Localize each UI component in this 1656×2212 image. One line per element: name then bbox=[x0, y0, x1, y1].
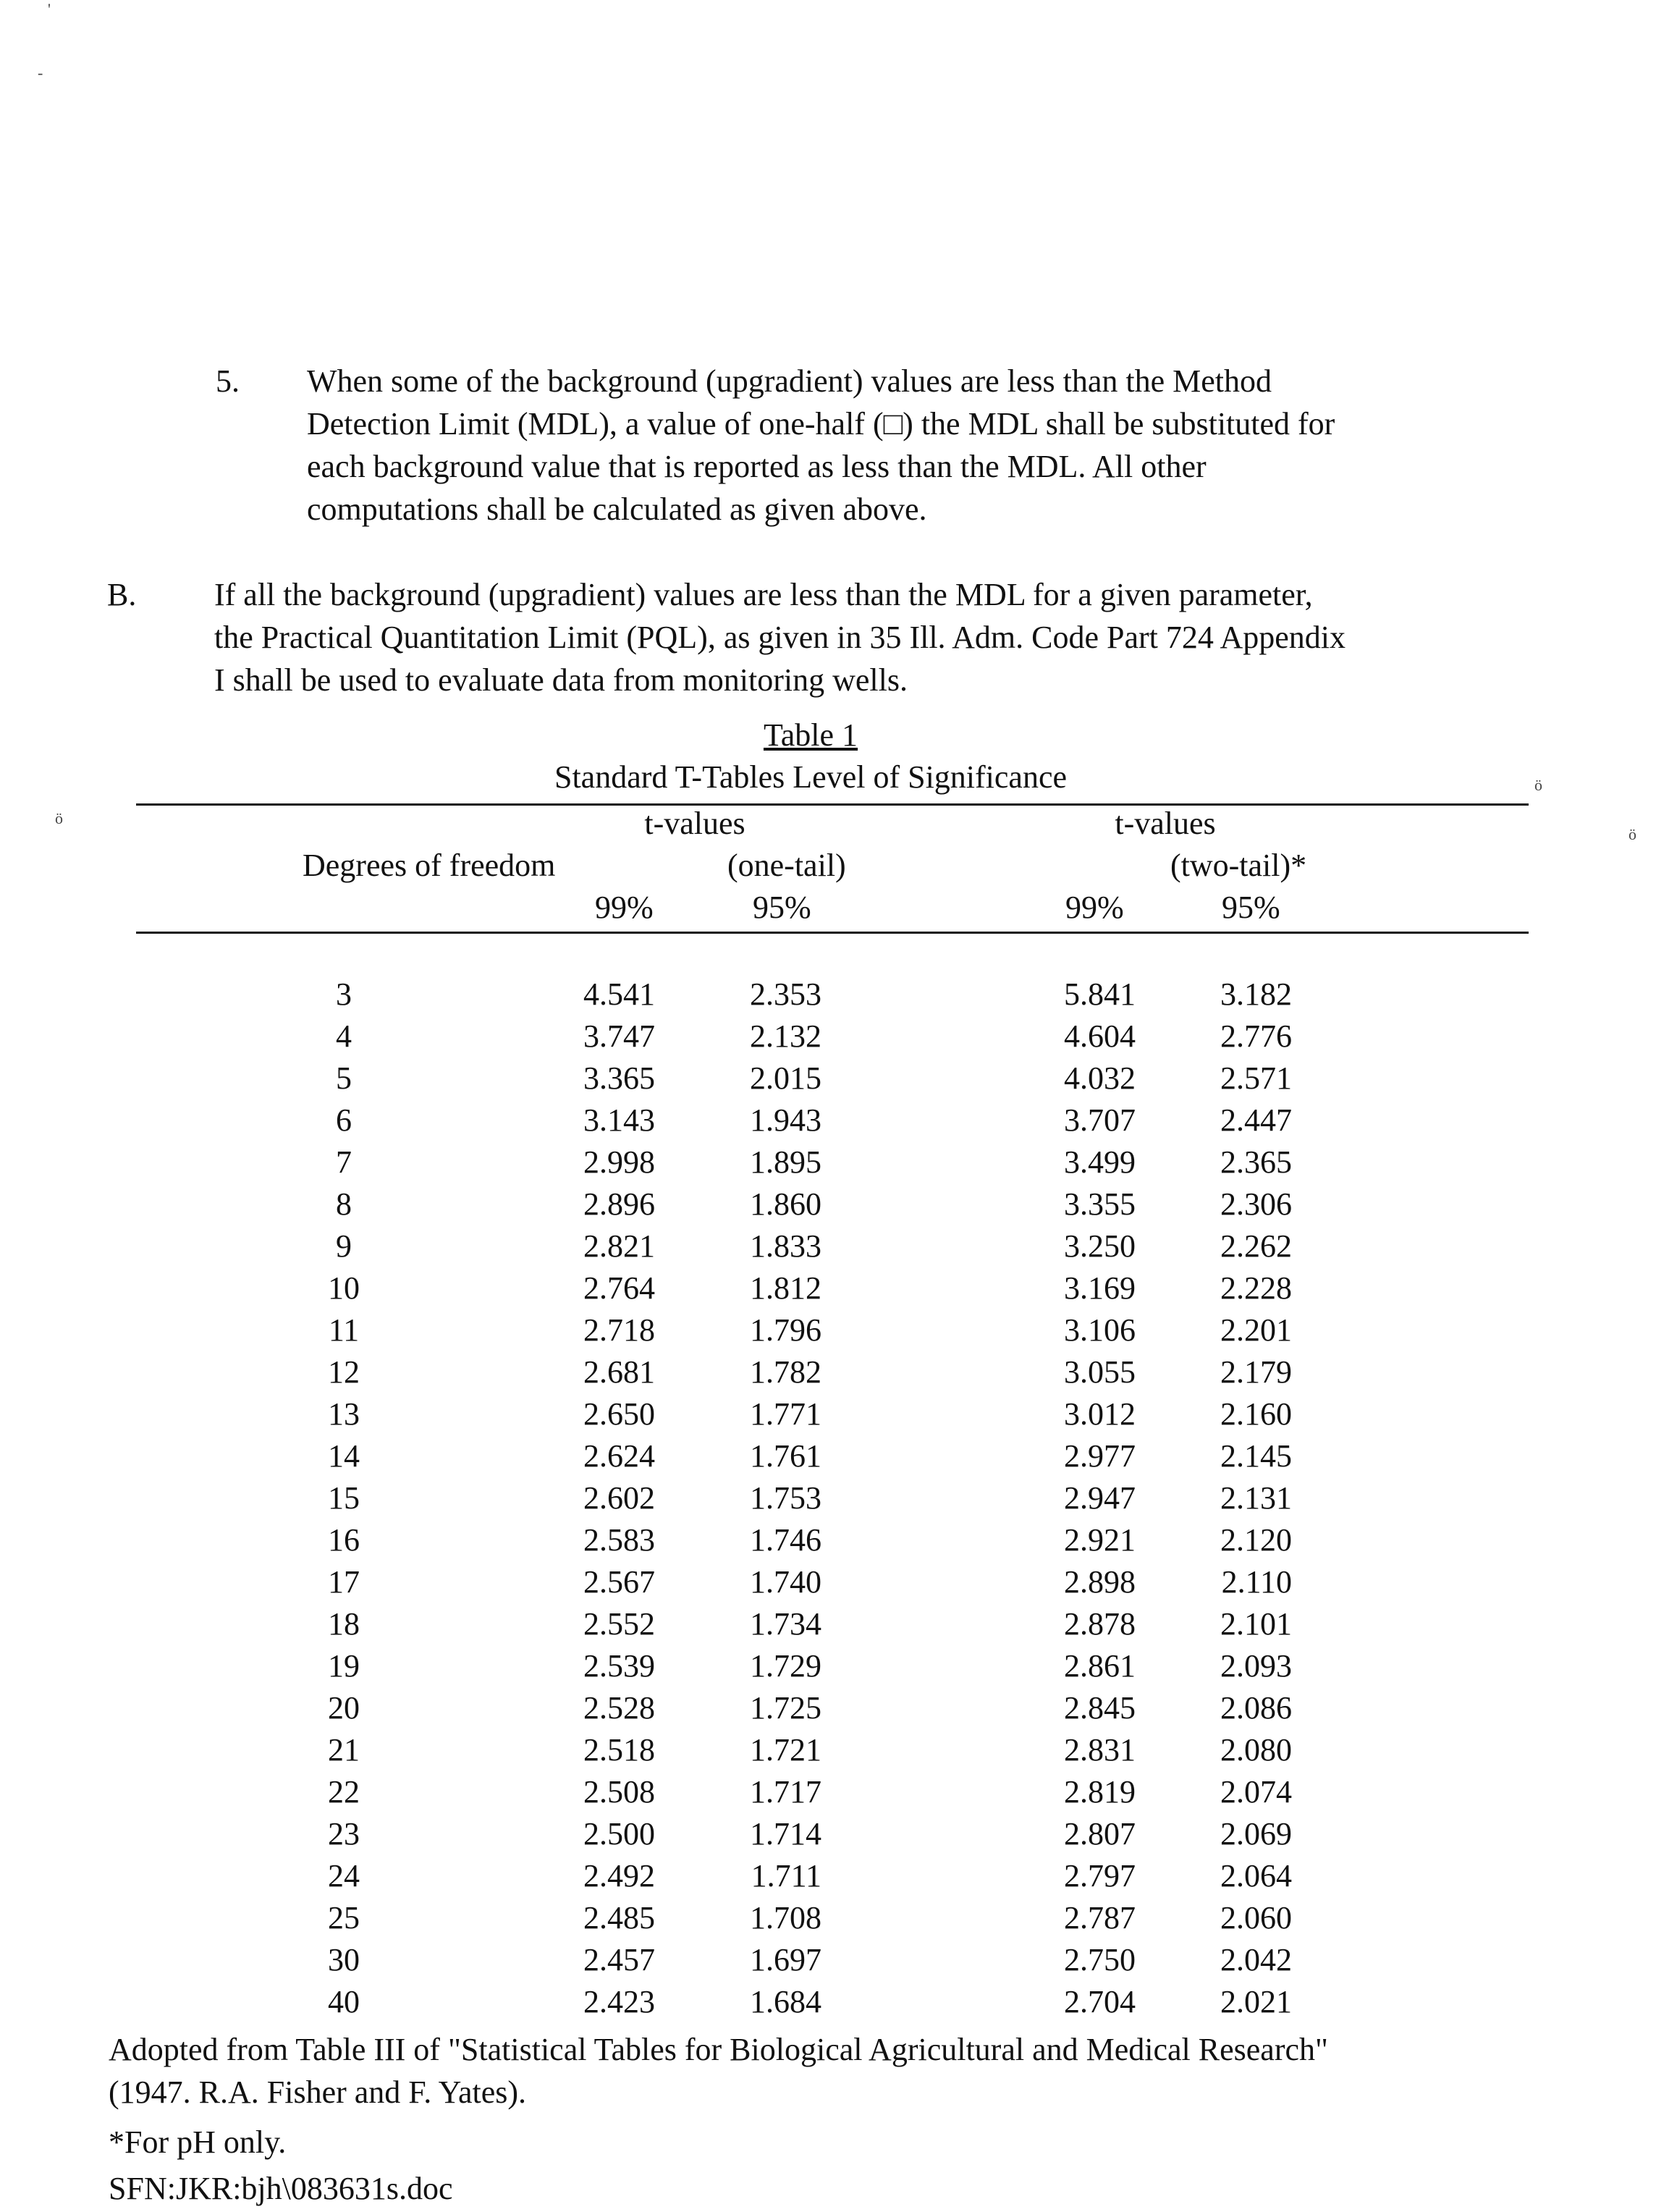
table-row bbox=[0, 1267, 1656, 1309]
one-tail-99-cell: 2.485 bbox=[583, 1900, 655, 1936]
one-tail-99-cell: 2.583 bbox=[583, 1522, 655, 1558]
table-row bbox=[0, 1813, 1656, 1855]
scan-speck: ' bbox=[48, 0, 51, 18]
one-tail-99-cell: 2.492 bbox=[583, 1858, 655, 1894]
two-tail-99-cell: 2.704 bbox=[1064, 1984, 1136, 2019]
degrees-of-freedom-cell: 7 bbox=[336, 1144, 352, 1180]
item-5-line: When some of the background (upgradient) values are less than the Method bbox=[307, 363, 1272, 399]
table-row bbox=[0, 1058, 1656, 1099]
table-row bbox=[0, 1729, 1656, 1771]
degrees-of-freedom-cell: 20 bbox=[328, 1690, 360, 1726]
two-tail-99-cell: 2.898 bbox=[1064, 1564, 1136, 1600]
one-tail-99-cell: 2.998 bbox=[583, 1144, 655, 1180]
one-tail-95-cell: 1.860 bbox=[750, 1186, 821, 1222]
two-tail-95-cell: 2.060 bbox=[1220, 1900, 1292, 1936]
one-tail-95-cell: 1.725 bbox=[750, 1690, 821, 1726]
two-tail-99-cell: 2.845 bbox=[1064, 1690, 1136, 1726]
table-row bbox=[0, 1351, 1656, 1393]
two-tail-99-cell: 4.604 bbox=[1064, 1018, 1136, 1054]
one-tail-95-cell: 1.717 bbox=[750, 1774, 821, 1810]
one-tail-99-cell: 2.500 bbox=[583, 1816, 655, 1852]
one-tail-99-cell: 2.718 bbox=[583, 1312, 655, 1348]
table-row bbox=[0, 1855, 1656, 1897]
one-tail-99-cell: 2.457 bbox=[583, 1942, 655, 1977]
scan-speck: ö bbox=[1534, 776, 1542, 794]
degrees-of-freedom-cell: 23 bbox=[328, 1816, 360, 1852]
degrees-of-freedom-cell: 16 bbox=[328, 1522, 360, 1558]
item-b-text bbox=[214, 573, 1346, 701]
degrees-of-freedom-cell: 40 bbox=[328, 1984, 360, 2019]
one-tail-95-cell: 1.734 bbox=[750, 1606, 821, 1642]
degrees-of-freedom-cell: 19 bbox=[328, 1648, 360, 1684]
two-tail-99-cell: 2.819 bbox=[1064, 1774, 1136, 1810]
one-tail-99-cell: 2.681 bbox=[583, 1354, 655, 1390]
one-tail-99-cell: 2.552 bbox=[583, 1606, 655, 1642]
table-row bbox=[0, 974, 1656, 1016]
table-row bbox=[0, 1519, 1656, 1561]
two-tail-99-cell: 5.841 bbox=[1064, 976, 1136, 1012]
one-tail-99-cell: 2.602 bbox=[583, 1480, 655, 1516]
one-tail-99-cell: 2.650 bbox=[583, 1396, 655, 1432]
degrees-of-freedom-cell: 14 bbox=[328, 1438, 360, 1474]
one-tail-99-cell: 3.143 bbox=[583, 1102, 655, 1138]
table-row bbox=[0, 1183, 1656, 1225]
one-tail-95-cell: 2.353 bbox=[750, 976, 821, 1012]
table-row bbox=[0, 1939, 1656, 1981]
header-degrees-of-freedom: Degrees of freedom bbox=[303, 848, 556, 883]
header-two-tail: (two-tail)* bbox=[1170, 848, 1307, 883]
header-95-one-tail: 95% bbox=[753, 890, 811, 925]
degrees-of-freedom-cell: 10 bbox=[328, 1270, 360, 1306]
one-tail-99-cell: 2.508 bbox=[583, 1774, 655, 1810]
table-row bbox=[0, 1393, 1656, 1435]
table-top-rule bbox=[136, 803, 1529, 806]
two-tail-99-cell: 3.250 bbox=[1064, 1228, 1136, 1264]
two-tail-95-cell: 2.110 bbox=[1221, 1564, 1292, 1600]
item-5-line: Detection Limit (MDL), a value of one-half (□) the MDL shall be substituted for bbox=[307, 406, 1335, 442]
file-reference: SFN:JKR:bjh\083631s.doc bbox=[109, 2171, 453, 2206]
one-tail-95-cell: 1.812 bbox=[750, 1270, 821, 1306]
table-row bbox=[0, 1225, 1656, 1267]
scan-speck: ö bbox=[55, 809, 63, 827]
degrees-of-freedom-cell: 25 bbox=[328, 1900, 360, 1936]
item-b-line: the Practical Quantitation Limit (PQL), as given in 35 Ill. Adm. Code Part 724 Appendix bbox=[214, 620, 1346, 655]
item-5-text bbox=[307, 360, 1335, 531]
one-tail-95-cell: 1.753 bbox=[750, 1480, 821, 1516]
two-tail-99-cell: 3.707 bbox=[1064, 1102, 1136, 1138]
two-tail-95-cell: 2.042 bbox=[1220, 1942, 1292, 1977]
two-tail-95-cell: 2.086 bbox=[1220, 1690, 1292, 1726]
one-tail-99-cell: 4.541 bbox=[583, 976, 655, 1012]
one-tail-95-cell: 1.714 bbox=[750, 1816, 821, 1852]
two-tail-95-cell: 2.262 bbox=[1220, 1228, 1292, 1264]
table-row bbox=[0, 1897, 1656, 1939]
two-tail-95-cell: 2.069 bbox=[1220, 1816, 1292, 1852]
one-tail-95-cell: 2.132 bbox=[750, 1018, 821, 1054]
one-tail-99-cell: 2.624 bbox=[583, 1438, 655, 1474]
item-5-line: each background value that is reported as less than the MDL. All other bbox=[307, 449, 1207, 484]
two-tail-95-cell: 2.093 bbox=[1220, 1648, 1292, 1684]
header-99-two-tail: 99% bbox=[1065, 890, 1124, 925]
two-tail-95-cell: 2.179 bbox=[1220, 1354, 1292, 1390]
header-95-two-tail: 95% bbox=[1222, 890, 1280, 925]
one-tail-99-cell: 2.764 bbox=[583, 1270, 655, 1306]
two-tail-99-cell: 2.787 bbox=[1064, 1900, 1136, 1936]
two-tail-95-cell: 2.064 bbox=[1220, 1858, 1292, 1894]
scan-speck: ö bbox=[1628, 825, 1636, 843]
degrees-of-freedom-cell: 6 bbox=[336, 1102, 352, 1138]
two-tail-99-cell: 3.055 bbox=[1064, 1354, 1136, 1390]
two-tail-95-cell: 2.306 bbox=[1220, 1186, 1292, 1222]
degrees-of-freedom-cell: 30 bbox=[328, 1942, 360, 1977]
degrees-of-freedom-cell: 11 bbox=[328, 1312, 360, 1348]
two-tail-95-cell: 2.228 bbox=[1220, 1270, 1292, 1306]
two-tail-95-cell: 2.160 bbox=[1220, 1396, 1292, 1432]
one-tail-99-cell: 2.821 bbox=[583, 1228, 655, 1264]
item-b-line: I shall be used to evaluate data from monitoring wells. bbox=[214, 662, 908, 698]
degrees-of-freedom-cell: 18 bbox=[328, 1606, 360, 1642]
two-tail-99-cell: 2.878 bbox=[1064, 1606, 1136, 1642]
one-tail-99-cell: 2.896 bbox=[583, 1186, 655, 1222]
one-tail-95-cell: 1.711 bbox=[751, 1858, 821, 1894]
two-tail-95-cell: 2.447 bbox=[1220, 1102, 1292, 1138]
degrees-of-freedom-cell: 9 bbox=[336, 1228, 352, 1264]
source-line-2: (1947. R.A. Fisher and F. Yates). bbox=[109, 2074, 527, 2110]
item-5-line: computations shall be calculated as given above. bbox=[307, 491, 927, 527]
two-tail-95-cell: 2.021 bbox=[1220, 1984, 1292, 2019]
two-tail-99-cell: 2.831 bbox=[1064, 1732, 1136, 1768]
one-tail-95-cell: 1.771 bbox=[750, 1396, 821, 1432]
two-tail-95-cell: 2.120 bbox=[1220, 1522, 1292, 1558]
table-header-rule bbox=[136, 932, 1529, 934]
two-tail-95-cell: 2.776 bbox=[1220, 1018, 1292, 1054]
one-tail-95-cell: 1.943 bbox=[750, 1102, 821, 1138]
one-tail-95-cell: 1.782 bbox=[750, 1354, 821, 1390]
two-tail-99-cell: 3.499 bbox=[1064, 1144, 1136, 1180]
two-tail-95-cell: 3.182 bbox=[1220, 976, 1292, 1012]
one-tail-99-cell: 2.528 bbox=[583, 1690, 655, 1726]
degrees-of-freedom-cell: 3 bbox=[336, 976, 352, 1012]
one-tail-95-cell: 1.740 bbox=[750, 1564, 821, 1600]
one-tail-95-cell: 1.833 bbox=[750, 1228, 821, 1264]
item-5-marker: 5. bbox=[216, 363, 240, 399]
two-tail-99-cell: 2.947 bbox=[1064, 1480, 1136, 1516]
one-tail-95-cell: 1.729 bbox=[750, 1648, 821, 1684]
two-tail-95-cell: 2.080 bbox=[1220, 1732, 1292, 1768]
two-tail-99-cell: 2.750 bbox=[1064, 1942, 1136, 1977]
two-tail-99-cell: 2.921 bbox=[1064, 1522, 1136, 1558]
degrees-of-freedom-cell: 22 bbox=[328, 1774, 360, 1810]
degrees-of-freedom-cell: 24 bbox=[328, 1858, 360, 1894]
one-tail-99-cell: 2.539 bbox=[583, 1648, 655, 1684]
two-tail-95-cell: 2.571 bbox=[1220, 1060, 1292, 1096]
two-tail-99-cell: 2.797 bbox=[1064, 1858, 1136, 1894]
table-row bbox=[0, 1435, 1656, 1477]
two-tail-99-cell: 2.807 bbox=[1064, 1816, 1136, 1852]
two-tail-99-cell: 4.032 bbox=[1064, 1060, 1136, 1096]
one-tail-99-cell: 3.747 bbox=[583, 1018, 655, 1054]
scan-speck: - bbox=[38, 64, 43, 82]
degrees-of-freedom-cell: 8 bbox=[336, 1186, 352, 1222]
two-tail-95-cell: 2.365 bbox=[1220, 1144, 1292, 1180]
one-tail-99-cell: 2.518 bbox=[583, 1732, 655, 1768]
header-tvalues-one-tail: t-values bbox=[644, 806, 745, 841]
table-row bbox=[0, 1309, 1656, 1351]
two-tail-99-cell: 3.012 bbox=[1064, 1396, 1136, 1432]
table-row bbox=[0, 1561, 1656, 1603]
table-row bbox=[0, 1981, 1656, 2023]
table-row bbox=[0, 1141, 1656, 1183]
degrees-of-freedom-cell: 13 bbox=[328, 1396, 360, 1432]
one-tail-95-cell: 1.684 bbox=[750, 1984, 821, 2019]
one-tail-99-cell: 2.423 bbox=[583, 1984, 655, 2019]
two-tail-99-cell: 2.861 bbox=[1064, 1648, 1136, 1684]
one-tail-95-cell: 1.708 bbox=[750, 1900, 821, 1936]
two-tail-95-cell: 2.145 bbox=[1220, 1438, 1292, 1474]
source-line-1: Adopted from Table III of "Statistical Tables for Biological Agricultural and Medical Research" bbox=[109, 2032, 1328, 2067]
table-row bbox=[0, 1687, 1656, 1729]
two-tail-95-cell: 2.074 bbox=[1220, 1774, 1292, 1810]
table-row bbox=[0, 1016, 1656, 1058]
one-tail-95-cell: 1.796 bbox=[750, 1312, 821, 1348]
degrees-of-freedom-cell: 17 bbox=[328, 1564, 360, 1600]
degrees-of-freedom-cell: 12 bbox=[328, 1354, 360, 1390]
one-tail-99-cell: 2.567 bbox=[583, 1564, 655, 1600]
item-b-marker: B. bbox=[107, 577, 137, 612]
table-row bbox=[0, 1603, 1656, 1645]
two-tail-99-cell: 3.355 bbox=[1064, 1186, 1136, 1222]
one-tail-95-cell: 1.697 bbox=[750, 1942, 821, 1977]
table-title: Standard T-Tables Level of Significance bbox=[554, 759, 1068, 795]
table-row bbox=[0, 1771, 1656, 1813]
table-row bbox=[0, 1477, 1656, 1519]
header-99-one-tail: 99% bbox=[595, 890, 654, 925]
two-tail-99-cell: 3.169 bbox=[1064, 1270, 1136, 1306]
header-tvalues-two-tail: t-values bbox=[1115, 806, 1216, 841]
degrees-of-freedom-cell: 4 bbox=[336, 1018, 352, 1054]
degrees-of-freedom-cell: 5 bbox=[336, 1060, 352, 1096]
header-one-tail: (one-tail) bbox=[727, 848, 846, 883]
one-tail-95-cell: 2.015 bbox=[750, 1060, 821, 1096]
degrees-of-freedom-cell: 21 bbox=[328, 1732, 360, 1768]
degrees-of-freedom-cell: 15 bbox=[328, 1480, 360, 1516]
two-tail-95-cell: 2.201 bbox=[1220, 1312, 1292, 1348]
one-tail-95-cell: 1.746 bbox=[750, 1522, 821, 1558]
two-tail-95-cell: 2.101 bbox=[1220, 1606, 1292, 1642]
two-tail-99-cell: 3.106 bbox=[1064, 1312, 1136, 1348]
two-tail-95-cell: 2.131 bbox=[1220, 1480, 1292, 1516]
one-tail-99-cell: 3.365 bbox=[583, 1060, 655, 1096]
table-row bbox=[0, 1645, 1656, 1687]
table-row bbox=[0, 1099, 1656, 1141]
two-tail-99-cell: 2.977 bbox=[1064, 1438, 1136, 1474]
one-tail-95-cell: 1.895 bbox=[750, 1144, 821, 1180]
table-caption: Table 1 bbox=[763, 717, 858, 753]
item-b-line: If all the background (upgradient) values are less than the MDL for a given parameter, bbox=[214, 577, 1313, 612]
ph-note: *For pH only. bbox=[109, 2124, 287, 2160]
one-tail-95-cell: 1.761 bbox=[750, 1438, 821, 1474]
one-tail-95-cell: 1.721 bbox=[750, 1732, 821, 1768]
